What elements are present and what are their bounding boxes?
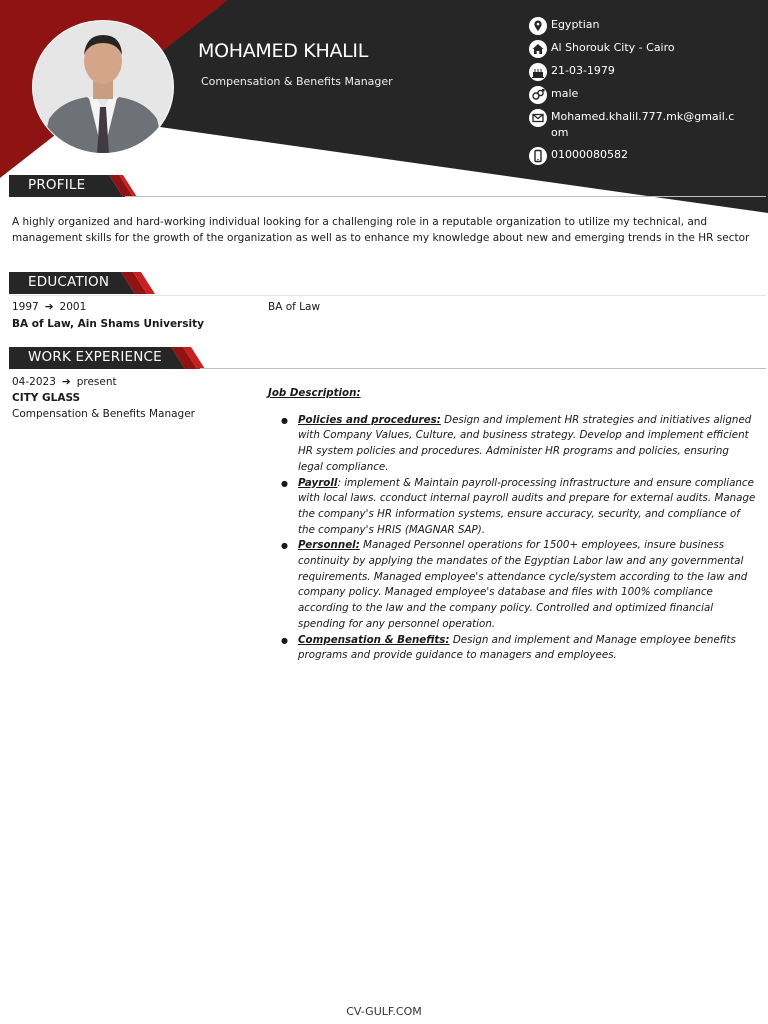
- bullet-text: Design and implement HR strategies and initiatives aligned with Company Values, Culture, and business strategy. Develop and implement efficient HR system policies and procedures. Administer HR programs and policies, ensuring legal compliance.: [298, 413, 752, 473]
- work-company: CITY GLASS: [12, 392, 81, 404]
- phone-text[interactable]: 01000080582: [551, 148, 628, 161]
- bullet-label: Policies and procedures:: [298, 413, 441, 426]
- work-dates: [12, 375, 262, 391]
- email-text[interactable]: Mohamed.khalil.777.mk@gmail.com: [551, 110, 735, 139]
- job-bullet-policies: [298, 413, 756, 476]
- bullet-text: Design and implement and Manage employee benefits programs and provide guidance to managers and employees.: [298, 633, 736, 662]
- bullet-text: Managed Personnel operations for 1500+ employees, insure business continuity by applying the mandates of the Egyptian Labor law and any governmental requirements. Managed employee's attendance cycle/system according to the law and company policy. Managed employee's database and files with 100% compliance according to the law and the company policy. Controlled and optimized financial spending for any personnel operation.: [298, 539, 748, 630]
- candidate-job-title: Compensation & Benefits Manager: [201, 75, 393, 88]
- job-description-title: Job Description:: [268, 387, 361, 399]
- job-bullet-payroll: [298, 476, 756, 539]
- location-pin-icon: [529, 17, 547, 35]
- profile-photo: [31, 19, 175, 155]
- nationality-text: Egyptian: [551, 18, 600, 31]
- home-icon: [529, 40, 547, 58]
- bullet-label: Compensation & Benefits:: [298, 633, 450, 646]
- profile-text: A highly organized and hard-working individual looking for a challenging role in a reputable organization to utilize my technical, and management skills for the growth of the organization as well as to enhance my knowledge about new and emerging trends in the HR sector: [12, 216, 750, 244]
- gender-text: male: [551, 87, 579, 100]
- contact-phone: [529, 147, 739, 165]
- work-start-date: 04-2023: [12, 376, 56, 388]
- job-description: [268, 386, 756, 664]
- work-divider: [200, 368, 766, 369]
- bullet-label: Payroll: [298, 476, 338, 489]
- candidate-name: MOHAMED KHALIL: [198, 40, 369, 62]
- work-end-date: present: [76, 376, 117, 388]
- profile-divider: [125, 196, 766, 197]
- contact-gender: [529, 86, 739, 104]
- gender-icon: [529, 86, 547, 104]
- email-icon: [529, 109, 547, 127]
- arrow-right-icon: ➔: [44, 301, 54, 313]
- birth-date-text: 21-03-1979: [551, 64, 615, 77]
- education-degree: BA of Law, Ain Shams University: [12, 318, 204, 330]
- work-section-title: WORK EXPERIENCE: [28, 349, 162, 365]
- bullet-text: : implement & Maintain payroll-processing infrastructure and ensure compliance with local laws. cconduct internal payroll audits and prepare for external audits. Manage the company's HR information systems, ensure accuracy, security, and compliance of the company's HRIS (MAGNAR SAP).: [298, 476, 756, 536]
- address-text: Al Shorouk City - Cairo: [551, 41, 675, 54]
- bullet-label: Personnel:: [298, 539, 360, 552]
- contact-nationality: [529, 17, 739, 35]
- education-description: BA of Law: [268, 301, 321, 313]
- education-start-year: 1997: [12, 301, 39, 313]
- education-dates: [12, 300, 262, 316]
- profile-section-title: PROFILE: [28, 177, 86, 193]
- education-end-year: 2001: [59, 301, 87, 313]
- contact-birth-date: [529, 63, 739, 81]
- education-section-title: EDUCATION: [28, 274, 110, 290]
- arrow-right-icon: ➔: [61, 376, 71, 388]
- mobile-phone-icon: [529, 147, 547, 165]
- job-bullet-compensation: [298, 633, 756, 664]
- job-description-list: [268, 413, 756, 664]
- contact-address: [529, 40, 739, 58]
- contact-email: [529, 109, 739, 143]
- footer-site-link[interactable]: CV-GULF.COM: [346, 1005, 422, 1018]
- work-position: Compensation & Benefits Manager: [12, 408, 195, 420]
- birthday-cake-icon: [529, 63, 547, 81]
- education-divider: [12, 295, 766, 296]
- job-bullet-personnel: [298, 538, 756, 632]
